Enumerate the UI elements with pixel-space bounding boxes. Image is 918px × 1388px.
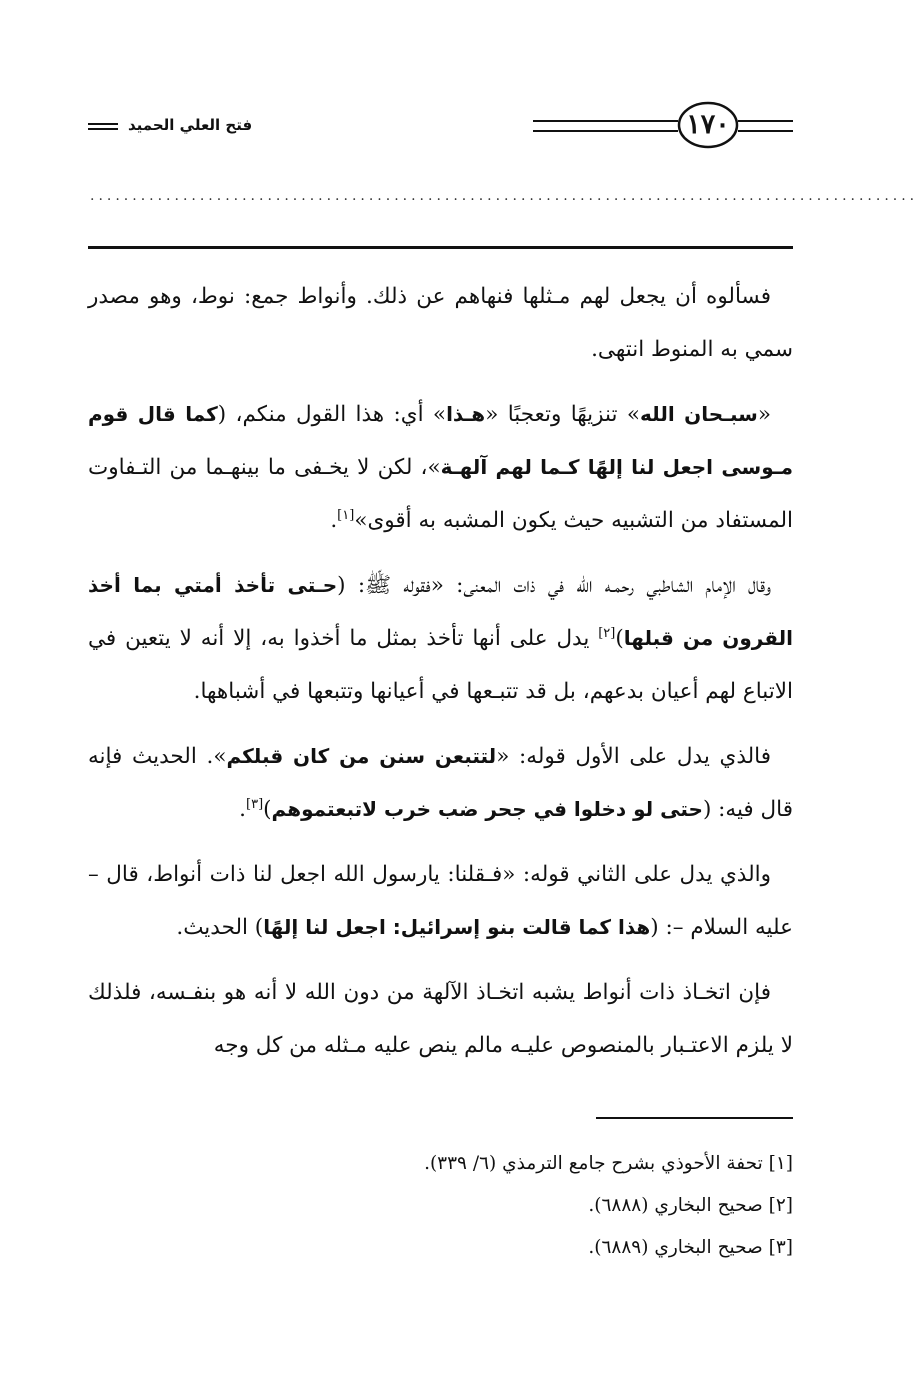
header-double-rule-left	[533, 120, 678, 132]
footnote-rule	[596, 1117, 793, 1119]
main-text	[88, 270, 793, 1084]
text-run: ». الحديث فإنه قال فيه: (	[88, 744, 793, 822]
page-number-badge	[676, 99, 740, 151]
emphasized-quote: هـذا	[446, 402, 486, 426]
page-number: ١٧٠	[686, 109, 730, 140]
footnotes	[88, 1143, 793, 1269]
text-run: فإن اتخـاذ ذات أنواط يشبه اتخـاذ الآلهة من دون الله لا أنه هو بنفـسه، فلذلك لا يلزم الاعتـبار بالمنصوص عليـه مالم ينص عليه مـثله من كل وجه	[88, 980, 793, 1058]
text-run: » أي: هذا القول منكم، (	[217, 402, 447, 427]
emphasized-quote: لتتبعن سنن من كان قبلكم	[226, 744, 497, 768]
paragraph	[88, 730, 793, 836]
text-run: فالذي يدل على الأول قوله: «	[496, 744, 771, 769]
text-run: » تنزيهًا وتعجبًا «	[485, 402, 641, 427]
running-head-title: فتح العلي الحميد	[128, 116, 253, 134]
text-run: .	[239, 797, 247, 822]
emphasized-quote: حتى لو دخلوا في جحر ضب خرب لاتبعتموهم	[271, 797, 703, 821]
footnote-ref: [١]	[337, 507, 355, 523]
footnote-item: [٣] صحيح البخاري (٦٨٨٩).	[588, 1237, 793, 1258]
text-run: »، لكن لا يخـفى ما بينهـما من التـفاوت المستفاد من التشبيه حيث يكون المشبه به أقوى»	[88, 455, 793, 533]
top-rule	[88, 246, 793, 249]
text-run: «	[757, 402, 772, 427]
text-run: )	[615, 626, 624, 651]
paragraph	[88, 966, 793, 1072]
running-head-dash	[88, 123, 118, 130]
emphasized-quote: حـتى تأخذ أمتي بما أخذ القرون من قبلها	[88, 573, 793, 650]
text-run: وقال الإمام الشاطبي رحمـه الله في ذات المعنى: «فقوله ﷺ: (	[337, 573, 772, 598]
emphasized-quote: سبـحان الله	[640, 402, 758, 426]
text-run: فسألوه أن يجعل لهم مـثلها فنهاهم عن ذلك. وأنواط جمع: نوط، وهو مصدر سمي به المنوط انتهى.	[88, 284, 793, 362]
text-run: )	[263, 797, 272, 822]
paragraph	[88, 270, 793, 376]
footnote-ref: [٢]	[598, 625, 616, 641]
paragraph	[88, 559, 793, 718]
footnote-ref: [٣]	[246, 796, 264, 812]
header-double-rule-right	[738, 120, 793, 132]
dotted-separator: ..................................................................................................	[90, 188, 918, 204]
emphasized-quote: هذا كما قالت بنو إسرائيل: اجعل لنا إلهًا	[263, 915, 651, 939]
text-run: .	[330, 508, 338, 533]
footnote-item: [٢] صحيح البخاري (٦٨٨٨).	[588, 1195, 793, 1216]
text-run: والذي يدل على الثاني قوله: «فـقلنا: يارسول الله اجعل لنا ذات أنواط، قال – عليه السلام –: (	[88, 862, 793, 940]
text-run: ) الحديث.	[176, 915, 264, 940]
footnote-item: [١] تحفة الأحوذي بشرح جامع الترمذي (٦/ ٣٣٩).	[424, 1153, 793, 1174]
emphasized-quote: كما قال قوم مـوسى اجعل لنا إلهًا كـما لهم آلهـة	[88, 402, 793, 479]
paragraph	[88, 848, 793, 954]
paragraph	[88, 388, 793, 547]
text-run: يدل على أنها تأخذ بمثل ما أخذوا به، إلا أنه لا يتعين في الاتباع لهم أعيان بدعهم، بل قد تتبـعها في أعيانها وتتبعها في أشباهها.	[88, 626, 793, 704]
